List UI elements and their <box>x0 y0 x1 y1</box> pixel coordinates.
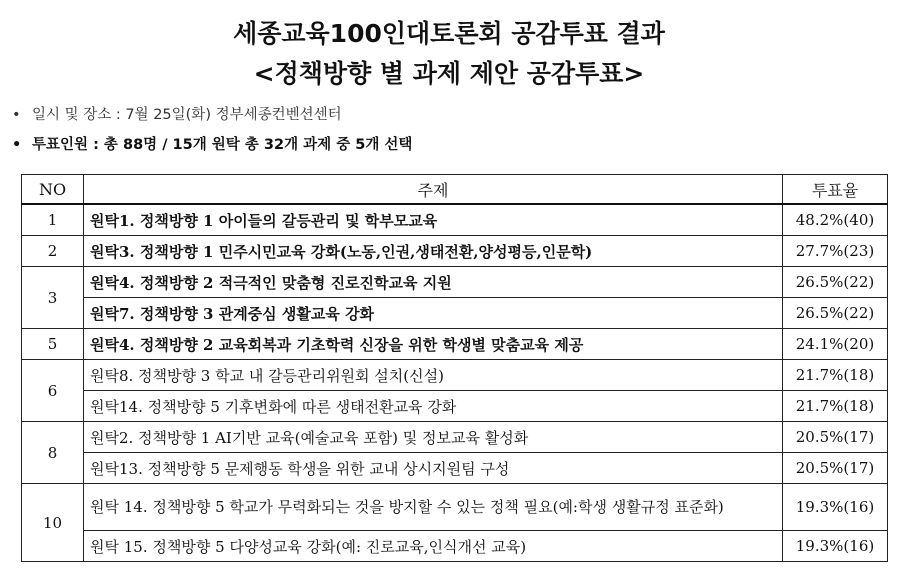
table-row <box>22 360 888 391</box>
header-topic: 주제 <box>84 175 783 205</box>
topic-cell: 원탁4. 정책방향 2 적극적인 맞춤형 진로진학교육 지원 <box>84 267 783 298</box>
rate-cell: 26.5%(22) <box>783 298 888 329</box>
table-row <box>22 531 888 562</box>
table-row <box>22 204 888 236</box>
results-table <box>21 174 888 562</box>
page-title: 세종교육100인대토론회 공감투표 결과 <box>233 19 665 48</box>
rate-cell: 20.5%(17) <box>783 453 888 484</box>
rank-cell: 5 <box>22 329 84 360</box>
rank-cell: 1 <box>22 204 84 236</box>
info-bullet-voters <box>12 133 412 154</box>
rank-cell: 10 <box>22 484 84 562</box>
table-header-row <box>22 175 888 205</box>
rank-cell: 6 <box>22 360 84 422</box>
rate-cell: 19.3%(16) <box>783 484 888 531</box>
table-row <box>22 236 888 267</box>
table-row <box>22 267 888 298</box>
table-row <box>22 453 888 484</box>
rate-cell: 19.3%(16) <box>783 531 888 562</box>
table-row <box>22 298 888 329</box>
topic-cell: 원탁2. 정책방향 1 AI기반 교육(예술교육 포함) 및 정보교육 활성화 <box>84 422 783 453</box>
table-row <box>22 329 888 360</box>
table-row <box>22 484 888 531</box>
page-subtitle: <정책방향 별 과제 제안 공감투표> <box>253 59 645 88</box>
rank-cell: 3 <box>22 267 84 329</box>
rate-cell: 48.2%(40) <box>783 204 888 236</box>
rank-cell: 2 <box>22 236 84 267</box>
rank-cell: 8 <box>22 422 84 484</box>
topic-cell: 원탁8. 정책방향 3 학교 내 갈등관리위원회 설치(신설) <box>84 360 783 391</box>
topic-cell: 원탁7. 정책방향 3 관계중심 생활교육 강화 <box>84 298 783 329</box>
table-row <box>22 422 888 453</box>
rate-cell: 21.7%(18) <box>783 391 888 422</box>
topic-cell: 원탁1. 정책방향 1 아이들의 갈등관리 및 학부모교육 <box>84 204 783 236</box>
topic-cell: 원탁3. 정책방향 1 민주시민교육 강화(노동,인권,생태전환,양성평등,인문학) <box>84 236 783 267</box>
rate-cell: 26.5%(22) <box>783 267 888 298</box>
rate-cell: 27.7%(23) <box>783 236 888 267</box>
rate-cell: 21.7%(18) <box>783 360 888 391</box>
bullet-text: 일시 및 장소 : 7월 25일(화) 정부세종컨벤션센터 <box>32 107 342 123</box>
bullet-icon: • <box>12 137 22 153</box>
rate-cell: 20.5%(17) <box>783 422 888 453</box>
info-bullet-date-location <box>12 103 342 124</box>
header-rate: 투표율 <box>783 175 888 205</box>
topic-cell: 원탁4. 정책방향 2 교육회복과 기초학력 신장을 위한 학생별 맞춤교육 제공 <box>84 329 783 360</box>
table-row <box>22 391 888 422</box>
topic-cell: 원탁 15. 정책방향 5 다양성교육 강화(예: 진로교육,인식개선 교육) <box>84 531 783 562</box>
topic-cell: 원탁14. 정책방향 5 기후변화에 따른 생태전환교육 강화 <box>84 391 783 422</box>
bullet-text: 투표인원 : 총 88명 / 15개 원탁 총 32개 과제 중 5개 선택 <box>32 137 413 153</box>
rate-cell: 24.1%(20) <box>783 329 888 360</box>
topic-cell: 원탁 14. 정책방향 5 학교가 무력화되는 것을 방지할 수 있는 정책 필요(예:학생 생활규정 표준화) <box>84 484 783 531</box>
bullet-icon: • <box>12 107 21 123</box>
topic-cell: 원탁13. 정책방향 5 문제행동 학생을 위한 교내 상시지원팀 구성 <box>84 453 783 484</box>
header-no: NO <box>22 175 84 205</box>
